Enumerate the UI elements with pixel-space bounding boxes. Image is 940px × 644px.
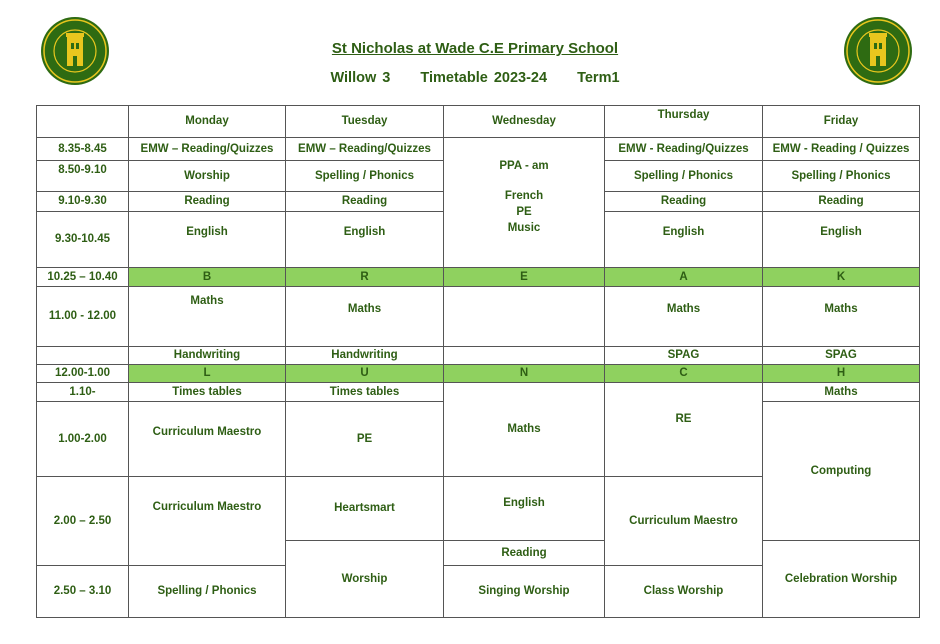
lesson-cell (444, 287, 605, 347)
lesson-cell: Reading (605, 192, 763, 212)
lunch-letter: H (763, 365, 920, 383)
lesson-cell: EMW - Reading / Quizzes (763, 138, 920, 161)
time-cell: 1.10- (37, 383, 129, 402)
lesson-cell: EMW - Reading/Quizzes (605, 138, 763, 161)
lesson-cell (444, 347, 605, 365)
class-name: Willow 3 (330, 70, 391, 86)
lesson-cell: Class Worship (605, 566, 763, 618)
timetable-year: Timetable 2023-24 (420, 70, 548, 86)
lesson-cell: Spelling / Phonics (286, 161, 444, 192)
lesson-cell: Maths (763, 287, 920, 347)
lunch-letter: L (129, 365, 286, 383)
lesson-cell: Reading (444, 541, 605, 566)
lesson-text: PE (516, 206, 532, 218)
time-cell: 12.00-1.00 (37, 365, 129, 383)
lesson-cell: Maths (129, 287, 286, 347)
lunch-letter: C (605, 365, 763, 383)
lesson-cell: Reading (763, 192, 920, 212)
timetable-grid (36, 105, 920, 618)
time-cell (37, 347, 129, 365)
lesson-cell: Spelling / Phonics (129, 566, 286, 618)
lunch-letter: U (286, 365, 444, 383)
lesson-cell: Curriculum Maestro (605, 477, 763, 566)
lunch-letter: N (444, 365, 605, 383)
lesson-cell: English (286, 212, 444, 268)
lesson-cell: Reading (286, 192, 444, 212)
break-letter: R (286, 268, 444, 287)
lesson-text: Music (507, 222, 541, 234)
time-cell: 8.50-9.10 (37, 161, 129, 192)
lesson-cell: Handwriting (129, 347, 286, 365)
lesson-cell: EMW – Reading/Quizzes (286, 138, 444, 161)
time-cell: 9.10-9.30 (37, 192, 129, 212)
day-header: Thursday (605, 106, 763, 138)
break-letter: A (605, 268, 763, 287)
lesson-cell: Reading (129, 192, 286, 212)
lesson-cell: PE (286, 402, 444, 477)
lesson-cell: Times tables (286, 383, 444, 402)
lesson-cell: SPAG (763, 347, 920, 365)
lesson-cell: Computing (763, 402, 920, 541)
lesson-text: French (504, 190, 544, 202)
lesson-cell: Singing Worship (444, 566, 605, 618)
lesson-cell: Spelling / Phonics (605, 161, 763, 192)
time-cell: 2.50 – 3.10 (37, 566, 129, 618)
lesson-cell: SPAG (605, 347, 763, 365)
lesson-cell: Maths (763, 383, 920, 402)
time-cell: 8.35-8.45 (37, 138, 129, 161)
lesson-cell: Curriculum Maestro (129, 477, 286, 566)
time-cell: 10.25 – 10.40 (37, 268, 129, 287)
school-logo-left (40, 16, 110, 86)
break-letter: B (129, 268, 286, 287)
lesson-cell: Times tables (129, 383, 286, 402)
lesson-cell: Worship (286, 541, 444, 618)
lesson-cell: Maths (286, 287, 444, 347)
time-cell: 1.00-2.00 (37, 402, 129, 477)
wednesday-ppa-cell (444, 138, 605, 268)
lesson-cell: English (444, 477, 605, 541)
time-cell: 2.00 – 2.50 (37, 477, 129, 566)
break-letter: K (763, 268, 920, 287)
corner-cell (37, 106, 129, 138)
lesson-cell: Maths (605, 287, 763, 347)
lesson-cell: English (129, 212, 286, 268)
time-cell: 11.00 - 12.00 (37, 287, 129, 347)
day-header: Friday (763, 106, 920, 138)
lesson-cell: Spelling / Phonics (763, 161, 920, 192)
timetable-subtitle (250, 70, 700, 86)
break-letter: E (444, 268, 605, 287)
day-header: Wednesday (444, 106, 605, 138)
lesson-cell: Curriculum Maestro (129, 402, 286, 477)
lesson-cell: RE (605, 383, 763, 477)
lesson-cell: Heartsmart (286, 477, 444, 541)
school-logo-right (843, 16, 913, 86)
lesson-cell: English (763, 212, 920, 268)
school-title: St Nicholas at Wade C.E Primary School (331, 40, 619, 57)
lesson-cell: Handwriting (286, 347, 444, 365)
lesson-cell: English (605, 212, 763, 268)
day-header: Tuesday (286, 106, 444, 138)
lesson-cell: Maths (444, 383, 605, 477)
lesson-cell: Worship (129, 161, 286, 192)
time-cell: 9.30-10.45 (37, 212, 129, 268)
lesson-text: PPA - am (499, 160, 549, 172)
lesson-cell: EMW – Reading/Quizzes (129, 138, 286, 161)
day-header: Monday (129, 106, 286, 138)
lesson-cell: Celebration Worship (763, 541, 920, 618)
term-label: Term1 (577, 70, 620, 86)
